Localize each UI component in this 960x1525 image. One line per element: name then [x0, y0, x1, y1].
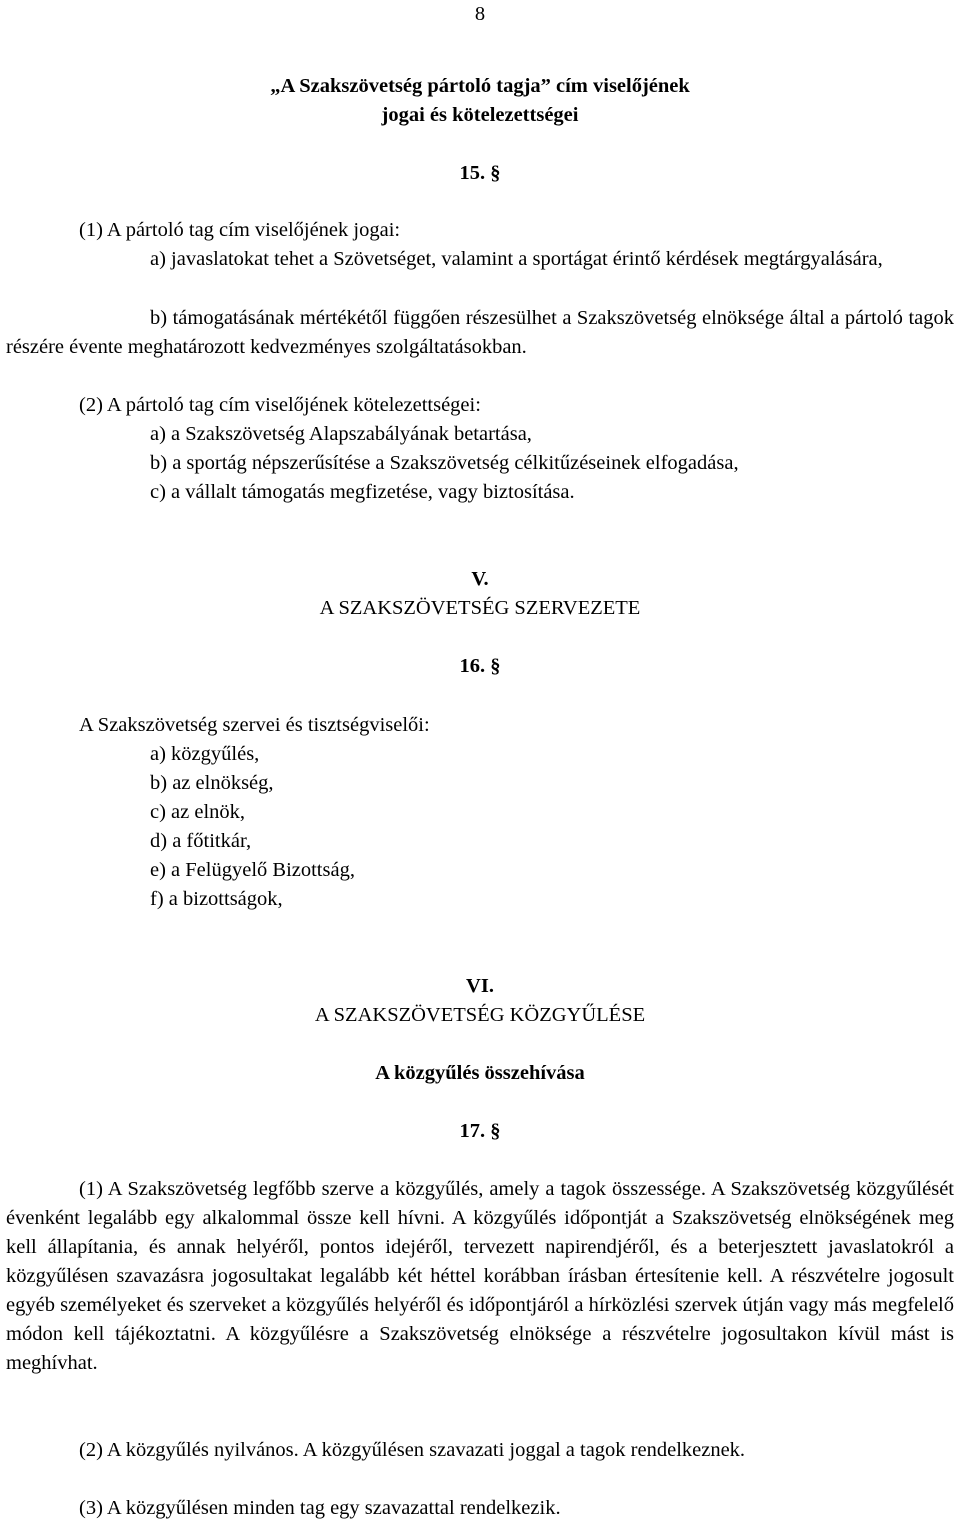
paragraph-17-point-2-text: (2) A közgyűlés nyilvános. A közgyűlésen szavazati joggal a tagok rendelkeznek.	[79, 1439, 746, 1461]
rights-item-b	[6, 304, 954, 362]
paragraph-16-label: 16. §	[459, 655, 501, 677]
organ-item: c) az elnök,	[150, 801, 246, 823]
paragraph-17-point-3	[0, 1494, 960, 1523]
page-number: 8	[474, 3, 486, 25]
obligations-intro: (2) A pártoló tag cím viselőjének kötelezettségei:	[79, 394, 481, 416]
paragraph-15-label: 15. §	[459, 162, 501, 184]
obligations-item-b: b) a sportág népszerűsítése a Szakszövetség célkitűzéseinek elfogadása,	[150, 452, 739, 474]
organ-item: a) közgyűlés,	[150, 743, 260, 765]
chapter-5-number: V.	[471, 568, 489, 590]
chapter-5-title: A SZAKSZÖVETSÉG SZERVEZETE	[319, 597, 641, 619]
rights-item-a	[6, 245, 954, 274]
paragraph-15-obligations	[0, 391, 960, 507]
chapter-6-title: A SZAKSZÖVETSÉG KÖZGYŰLÉSE	[314, 1004, 646, 1026]
obligations-item-c: c) a vállalt támogatás megfizetése, vagy biztosítása.	[150, 481, 575, 503]
section-title-line1: „A Szakszövetség pártoló tagja” cím viselőjének	[270, 75, 690, 97]
paragraph-16-list	[0, 711, 960, 914]
rights-item-b-text: b) támogatásának mértékétől függően részesülhet a Szakszövetség elnöksége által a pártoló tagok részére évente meghatározott kedvezményes szolgáltatásokban.	[6, 307, 954, 358]
organ-item: e) a Felügyelő Bizottság,	[150, 859, 355, 881]
paragraph-17-point-1-text: (1) A Szakszövetség legfőbb szerve a közgyűlés, amely a tagok összessége. A Szakszövetség közgyűlését évenként legalább egy alkalommal össze kell hívni. A közgyűlés időpontját a Szakszövetség elnökségének meg kell állapítania, és annak helyéről, pontos idejéről, tervezett napirendjéről, és a beterjesztett javaslatokról a közgyűlésen szavazásra jogosultakat legalább két héttel korábban írásban értesítenie kell. A részvételre jogosult egyéb személyeket és szerveket a közgyűlés helyéről és időpontjáról a hírközlési szervek útján vagy más megfelelő módon kell tájékoztatni. A közgyűlésre a Szakszövetség elnöksége a részvételre jogosultakon kívül mást is meghívhat.	[6, 1178, 954, 1374]
rights-intro: (1) A pártoló tag cím viselőjének jogai:	[79, 219, 401, 241]
paragraph-17-point-3-text: (3) A közgyűlésen minden tag egy szavazattal rendelkezik.	[79, 1497, 561, 1519]
organ-item: d) a főtitkár,	[150, 830, 252, 852]
organ-item: f) a bizottságok,	[150, 888, 283, 910]
organ-item: b) az elnökség,	[150, 772, 274, 794]
obligations-item-a: a) a Szakszövetség Alapszabályának betartása,	[150, 423, 532, 445]
paragraph-15-rights	[0, 216, 960, 245]
chapter-6-number: VI.	[466, 975, 494, 997]
paragraph-17-point-2	[0, 1436, 960, 1465]
paragraph-17-label: 17. §	[459, 1120, 501, 1142]
rights-item-a-text: a) javaslatokat tehet a Szövetséget, valamint a sportágat érintő kérdések megtárgyalására,	[150, 248, 883, 270]
organs-intro: A Szakszövetség szervei és tisztségviselői:	[79, 714, 430, 736]
paragraph-17-point-1	[6, 1175, 954, 1378]
section-title-line2: jogai és kötelezettségei	[381, 104, 579, 126]
chapter-6-subtitle: A közgyűlés összehívása	[375, 1062, 585, 1084]
